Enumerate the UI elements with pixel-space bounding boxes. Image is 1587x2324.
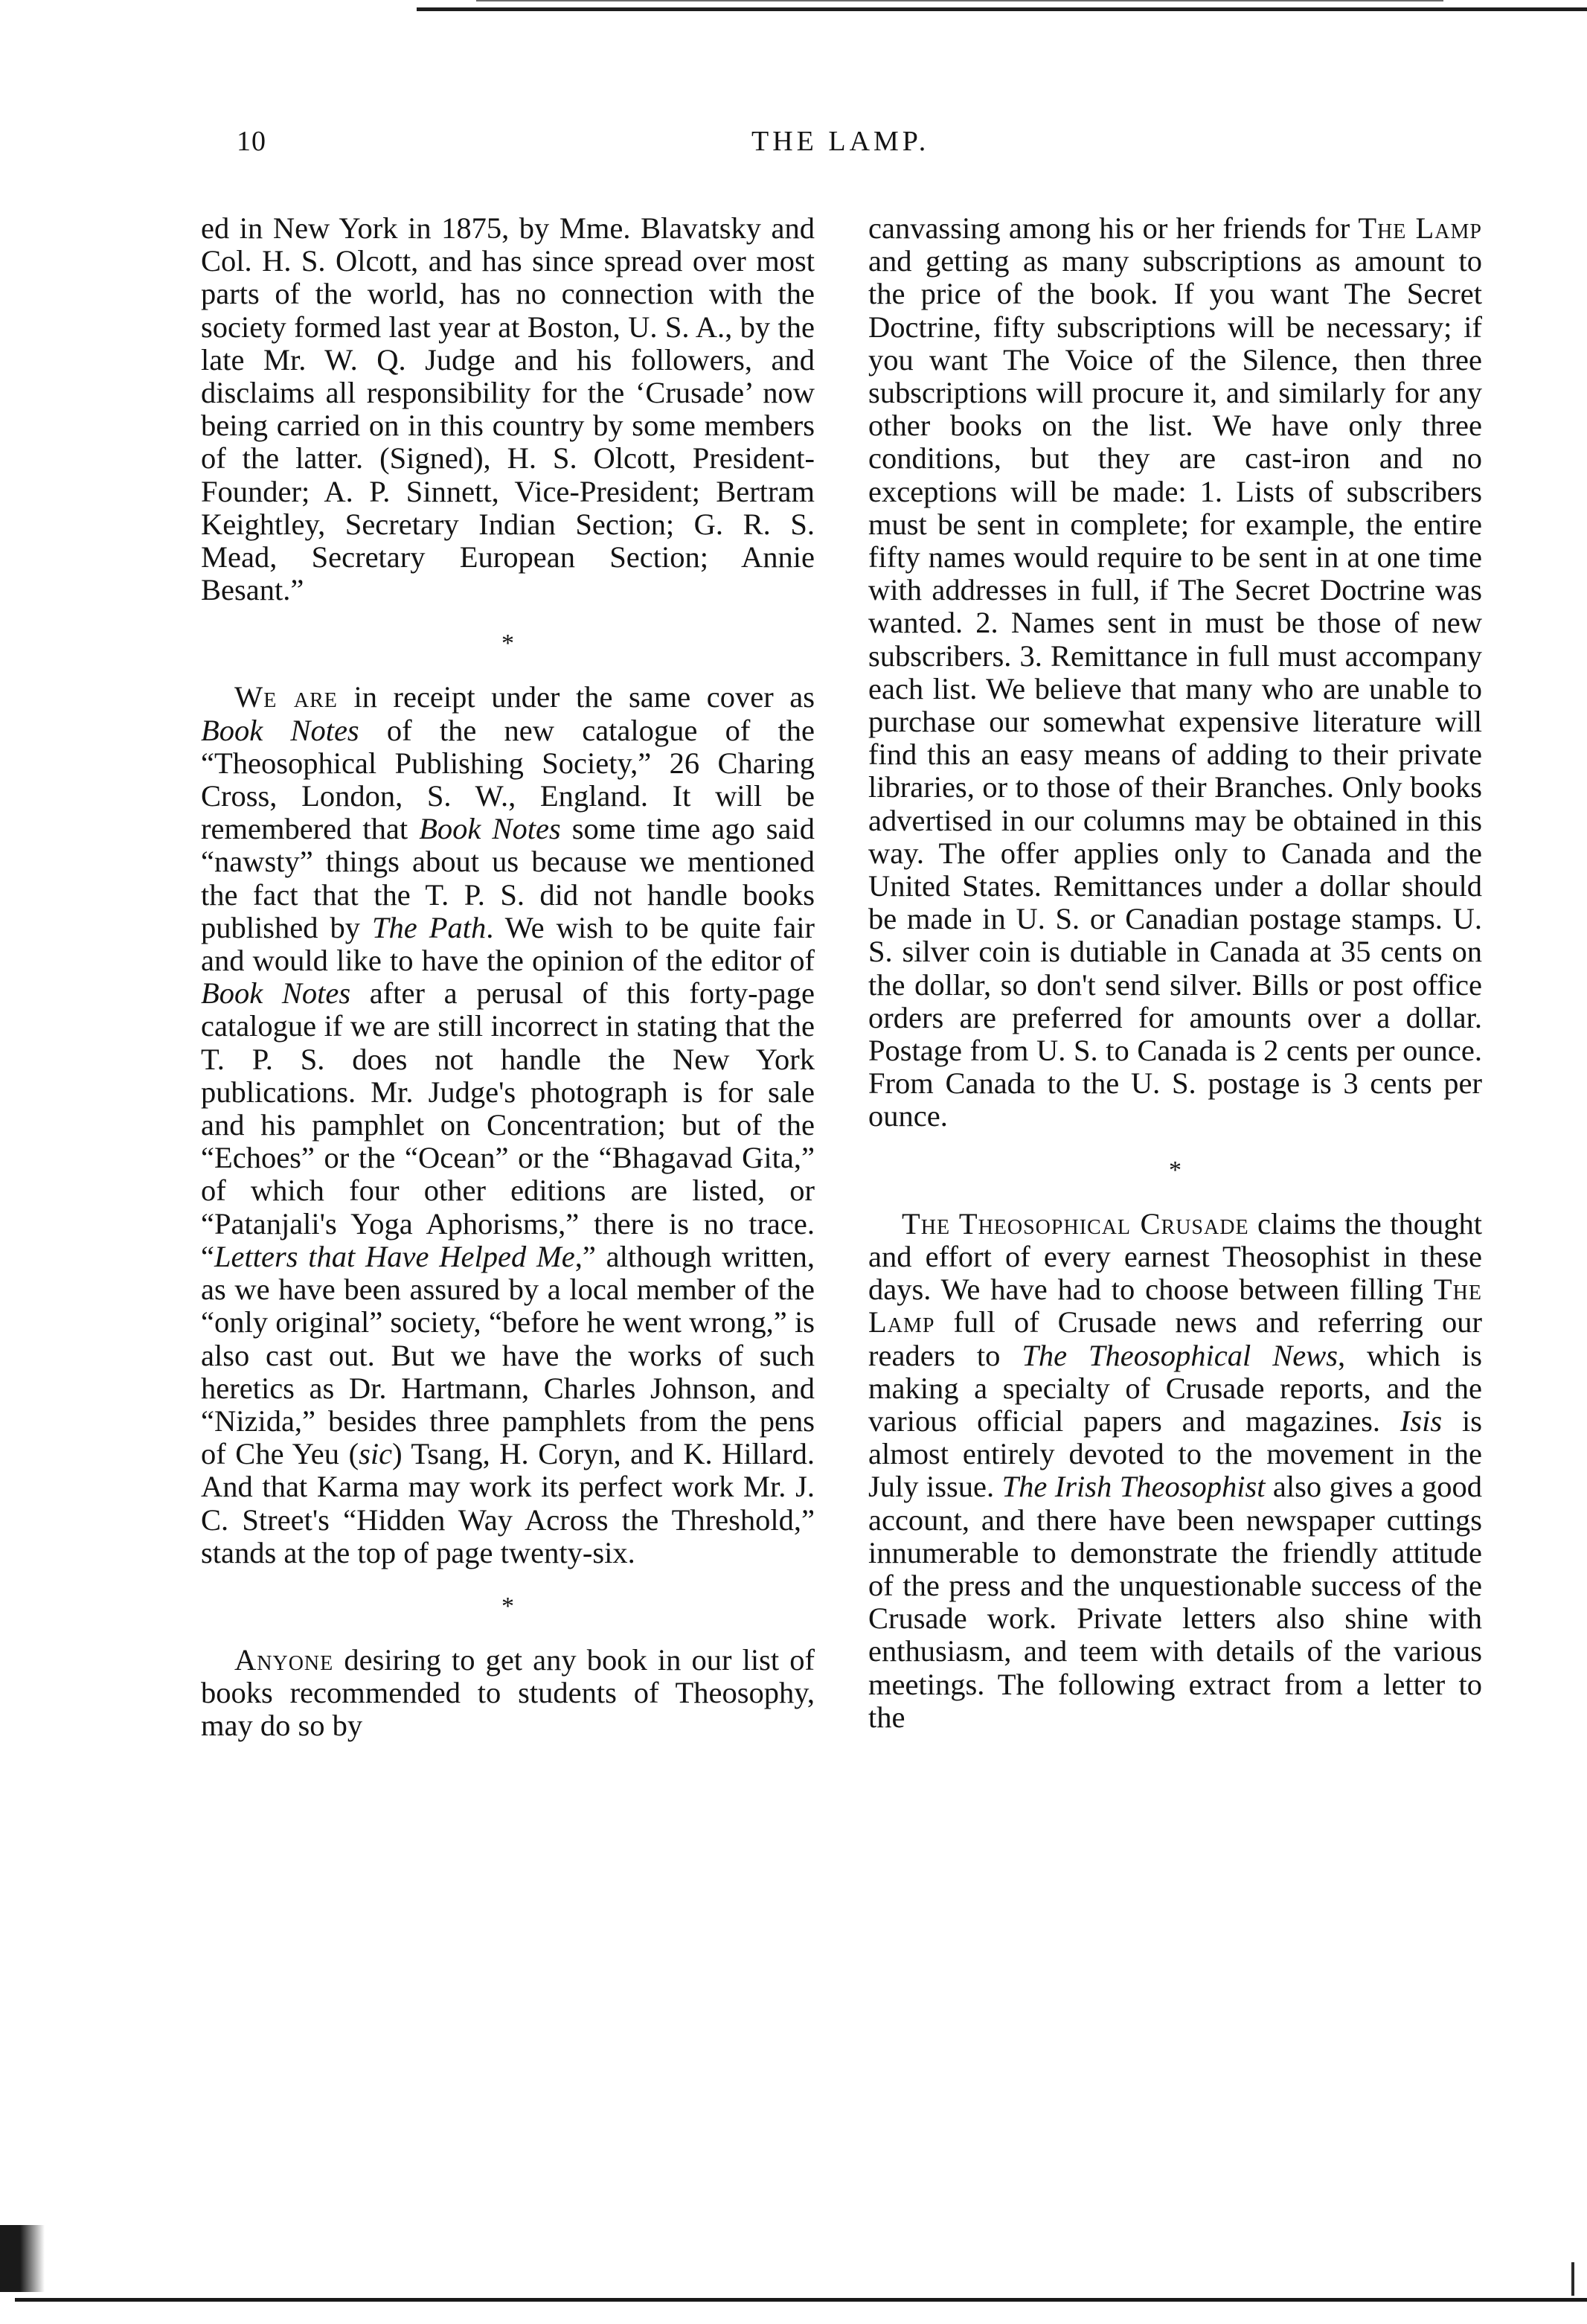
paragraph-text: ) Tsang, H. Coryn, and K. Hillard. And that Karma may work its perfect work Mr. J. C. Street's “Hidden Way Across the Threshold,” stands at the top of page twenty-six. xyxy=(201,1437,815,1569)
scan-edge-tick xyxy=(1571,2262,1574,2296)
paragraph-book-notes xyxy=(201,681,815,1569)
section-separator: * xyxy=(501,1592,514,1620)
bottom-edge-rule xyxy=(15,2298,1587,2302)
section-separator: * xyxy=(501,630,514,658)
paragraph-text: ed in New York in 1875, by Mme. Blavatsky and Col. H. S. Olcott, and has since spread over most parts of the world, has no connection with the society formed last year at Boston, U. S. A., by the late Mr. W. Q. Judge and his followers, and disclaims all responsibility for the ‘Crusade’ now being carried on in this country by some members of the latter. (Signed), H. S. Olcott, President-Founder; A. P. Sinnett, Vice-President; Bertram Keightley, Secretary Indian Section; G. R. S. Mead, Secretary European Section; Annie Besant.” xyxy=(201,211,815,607)
page-header xyxy=(0,125,1587,170)
publication-title: Letters that Have Helped Me xyxy=(214,1239,575,1273)
publication-title: Book Notes xyxy=(201,976,351,1011)
paragraph-text: canvassing among his or her friends for xyxy=(868,211,1359,245)
magazine-name: The Lamp xyxy=(1358,211,1482,245)
page-number: 10 xyxy=(237,126,266,157)
lead-in-text: Anyone xyxy=(234,1642,334,1677)
paragraph-text: in receipt under the same cover as xyxy=(337,680,815,714)
paragraph-text: is almost entirely devoted to the movement in the July issue. xyxy=(868,1403,1482,1504)
scan-edge-mark xyxy=(0,2225,45,2292)
section-separator: * xyxy=(1169,1156,1182,1184)
publication-title: Book Notes xyxy=(201,713,359,747)
lead-in-text: We are xyxy=(234,680,338,714)
publication-title: The Irish Theosophist xyxy=(1001,1470,1266,1504)
left-column xyxy=(201,212,815,1743)
paragraph-crusade xyxy=(868,1208,1482,1734)
right-column xyxy=(868,212,1482,1734)
paragraph-text: full of Crusade news and referring our readers to xyxy=(868,1305,1482,1372)
paragraph-text: desiring to get any book in our list of books recommended to students of Theosophy, may do so by xyxy=(201,1642,815,1743)
paragraph-text: after a perusal of this forty-page catalogue if we are still incorrect in stating that the T. P. S. does not handle the New York publications. Mr. Judge's photograph is for sale and his pamphlet on Concentration; but of the “Echoes” or the “Ocean” or the “Bhagavad Gita,” of which four other editions are listed, or “Patanjali's Yoga Aphorisms,” there is no trace. “ xyxy=(201,976,815,1273)
top-edge-rule xyxy=(417,7,1587,11)
lead-in-text: The Theosophical Crusade xyxy=(902,1206,1249,1241)
paragraph-anyone-desiring xyxy=(201,1644,815,1743)
sic-mark: sic xyxy=(359,1437,393,1471)
paragraph-society-notice xyxy=(201,212,815,606)
paragraph-text: of the new catalogue of the “Theosophical Publishing Society,” 26 Charing Cross, London, S. W., England. It will be remembered that xyxy=(201,713,815,846)
paragraph-text: and getting as many subscriptions as amount to the price of the book. If you want The Secret Doctrine, fifty subscriptions will be necessary; if you want The Voice of the Silence, then three subscriptions will procure it, and similarly for any other books on the list. We have only three conditions, but they are cast-iron and no exceptions will be made: 1. Lists of subscribers must be sent in complete; for example, the entire fifty names would require to be sent in at one time with addresses in full, if The Secret Doctrine was wanted. 2. Names sent in must be those of new subscribers. 3. Remittance in full must accompany each list. We believe that many who are unable to purchase our somewhat expensive literature will find this an easy means of adding to their private libraries, or to those of their Branches. Only books advertised in our columns may be obtained in this way. The offer applies only to Canada and the United States. Remittances under a dollar should be made in U. S. or Canadian postage stamps. U. S. silver coin is dutiable in Canada at 35 cents on the dollar, so don't send silver. Bills or post office orders are preferred for amounts over a dollar. Postage from U. S. to Canada is 2 cents per ounce. From Canada to the U. S. postage is 3 cents per ounce. xyxy=(868,244,1482,1133)
paragraph-text: some time ago said “nawsty” things about us because we mentioned the fact that the T. P. S. did not handle books published by xyxy=(201,812,815,944)
publication-title: Book Notes xyxy=(419,812,561,846)
running-head: THE LAMP. xyxy=(751,126,930,157)
paragraph-text: claims the thought and effort of every earnest Theosophist in these days. We have had to choose between filling xyxy=(868,1206,1482,1307)
publication-title: Isis xyxy=(1400,1403,1443,1438)
paragraph-text: also gives a good account, and there have been newspaper cuttings innumerable to demonstrate the friendly attitude of the press and the unquestionable success of the Crusade work. Private letters also shine with enthusiasm, and teem with details of the various meetings. The following extract from a letter to the xyxy=(868,1470,1482,1734)
paragraph-text: . We wish to be quite fair and would like to have the opinion of the editor of xyxy=(201,910,815,978)
paragraph-text: , which is making a specialty of Crusade reports, and the various official papers and magazines. xyxy=(868,1338,1482,1438)
top-edge-line xyxy=(476,0,1443,1)
paragraph-subscriptions xyxy=(868,212,1482,1133)
publication-title: The Theosophical News xyxy=(1022,1338,1338,1372)
paragraph-text: ,” although written, as we have been assured by a local member of the “only original” society, “before he went wrong,” is also cast out. But we have the works of such heretics as Dr. Hartmann, Charles Johnson, and “Nizida,” besides three pamphlets from the pens of Che Yeu ( xyxy=(201,1239,815,1471)
magazine-name: The Lamp xyxy=(868,1273,1482,1339)
publication-title: The Path xyxy=(371,910,487,944)
